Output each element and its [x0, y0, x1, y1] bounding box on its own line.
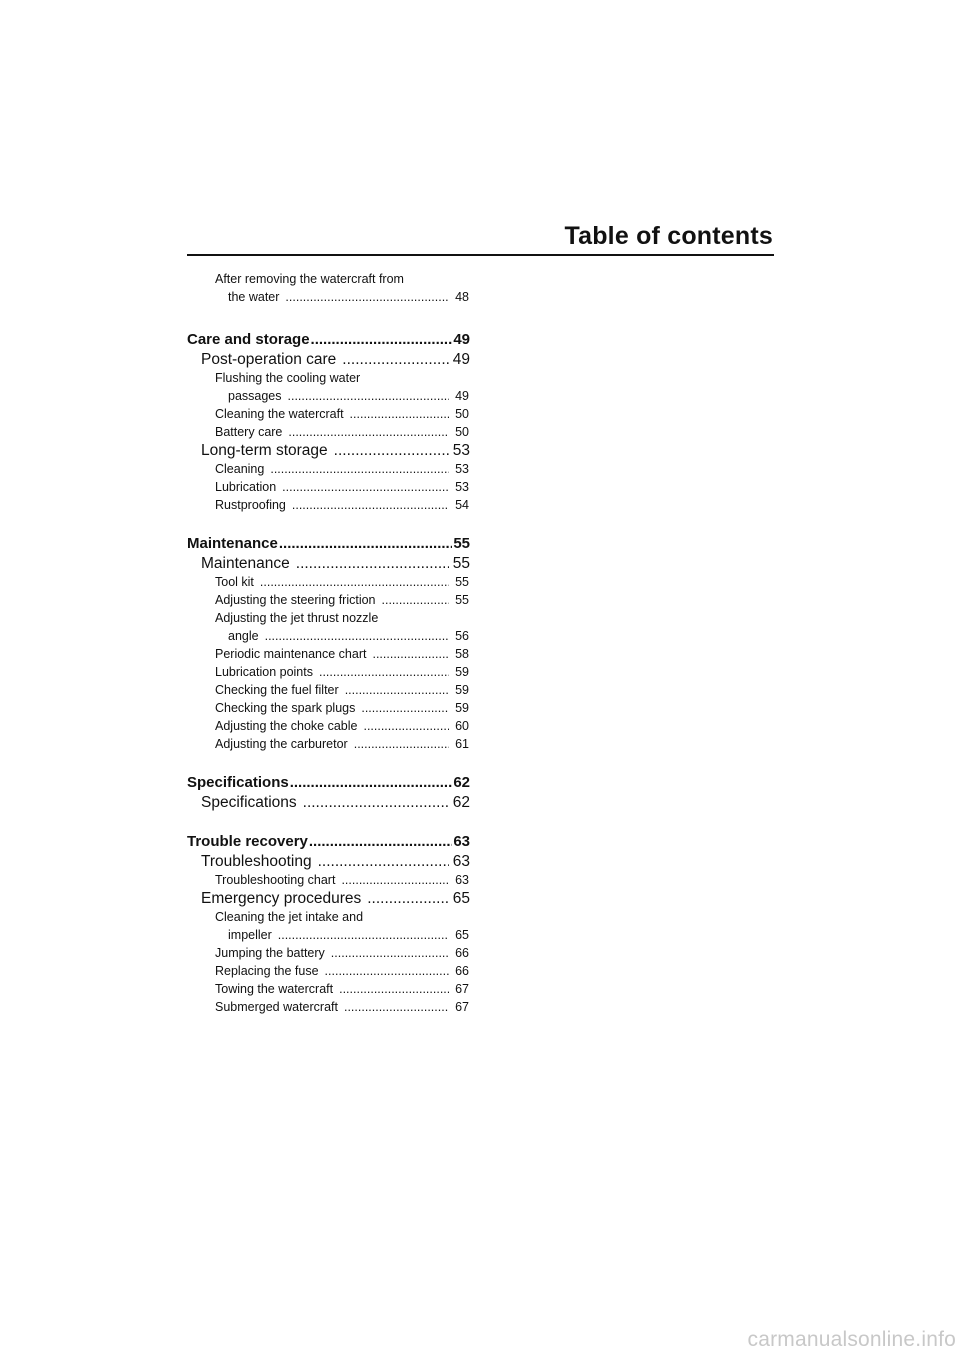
toc-entry-label: Flushing the cooling water [215, 371, 361, 385]
toc-entry-page: 50 [455, 407, 469, 421]
toc-entry-page: 59 [455, 701, 469, 715]
toc-entry-page: 50 [455, 425, 469, 439]
dot-leader [367, 889, 449, 908]
toc-entry-page: 66 [455, 946, 469, 960]
dot-leader [319, 663, 449, 681]
toc-entry-cleaning[interactable] [187, 460, 470, 478]
dot-leader [341, 871, 449, 889]
toc-entry-page: 59 [455, 665, 469, 679]
toc-chapter-page: 62 [453, 774, 470, 791]
toc-entry-label-cont: angle [228, 629, 259, 643]
toc-entry-jumping-battery[interactable] [187, 944, 470, 962]
toc-entry-label-cont: passages [228, 389, 282, 403]
toc-entry-label: Replacing the fuse [215, 964, 319, 978]
toc-entry-label: Towing the watercraft [215, 982, 334, 996]
toc-section-page: 62 [452, 794, 470, 811]
toc-entry-page: 53 [455, 462, 469, 476]
toc-chapter-title: Maintenance [187, 535, 278, 552]
toc-entry-choke-cable[interactable] [187, 717, 470, 735]
toc-entry-spark-plugs[interactable] [187, 699, 470, 717]
toc-chapter-care-and-storage[interactable] [187, 330, 470, 350]
toc-entry-submerged[interactable] [187, 998, 470, 1016]
toc-entry-jet-intake[interactable] [187, 908, 470, 944]
toc-chapter-page: 55 [453, 535, 470, 552]
dot-leader [265, 627, 450, 645]
toc-entry-towing[interactable] [187, 980, 470, 998]
toc-entry-page: 49 [455, 389, 469, 403]
dot-leader [345, 681, 449, 699]
dot-leader [354, 735, 449, 753]
toc-entry-page: 66 [455, 964, 469, 978]
table-of-contents [187, 270, 470, 1016]
dot-leader [331, 944, 449, 962]
dot-leader [296, 554, 449, 573]
toc-section-title: Maintenance [201, 555, 290, 572]
toc-entry-label: Checking the fuel filter [215, 683, 339, 697]
toc-entry-cleaning-watercraft[interactable] [187, 405, 470, 423]
toc-entry-label: Battery care [215, 425, 283, 439]
toc-entry-periodic-maintenance[interactable] [187, 645, 470, 663]
page-title: Table of contents [564, 222, 773, 250]
dot-leader [361, 699, 449, 717]
toc-section-title: Emergency procedures [201, 890, 362, 907]
toc-entry-label-cont: impeller [228, 928, 272, 942]
toc-section-long-term-storage[interactable] [187, 441, 470, 460]
dot-leader [318, 852, 449, 871]
toc-entry-page: 58 [455, 647, 469, 661]
header-rule [187, 254, 774, 256]
toc-entry-label: Checking the spark plugs [215, 701, 356, 715]
toc-entry-troubleshooting-chart[interactable] [187, 871, 470, 889]
dot-leader [270, 460, 449, 478]
toc-entry-lubrication[interactable] [187, 478, 470, 496]
toc-entry-label: Submerged watercraft [215, 1000, 338, 1014]
toc-chapter-title: Specifications [187, 774, 289, 791]
toc-entry-label: Adjusting the carburetor [215, 737, 348, 751]
toc-section-title: Post-operation care [201, 351, 337, 368]
toc-entry-page: 56 [455, 629, 469, 643]
dot-leader [288, 423, 449, 441]
toc-entry-label: Cleaning [215, 462, 265, 476]
toc-entry-label: Tool kit [215, 575, 254, 589]
toc-entry-lubrication-points[interactable] [187, 663, 470, 681]
dot-leader [344, 998, 449, 1016]
toc-section-page: 65 [452, 890, 470, 907]
toc-entry-tool-kit[interactable] [187, 573, 470, 591]
dot-leader [260, 573, 449, 591]
toc-entry-page: 67 [455, 982, 469, 996]
toc-entry-label: Adjusting the jet thrust nozzle [215, 611, 379, 625]
dot-leader [282, 478, 449, 496]
toc-section-specifications[interactable] [187, 793, 470, 812]
toc-section-title: Long-term storage [201, 442, 328, 459]
toc-entry-battery-care[interactable] [187, 423, 470, 441]
toc-section-page: 49 [452, 351, 470, 368]
toc-entry-page: 54 [455, 498, 469, 512]
dot-leader [278, 926, 449, 944]
toc-chapter-specifications[interactable] [187, 773, 470, 793]
toc-entry-page: 55 [455, 593, 469, 607]
toc-entry-label: Cleaning the watercraft [215, 407, 344, 421]
toc-section-page: 53 [452, 442, 470, 459]
toc-section-page: 63 [452, 853, 470, 870]
dot-leader [290, 773, 453, 793]
toc-chapter-page: 49 [453, 331, 470, 348]
dot-leader [285, 288, 449, 306]
toc-entry-label: Periodic maintenance chart [215, 647, 367, 661]
toc-entry-label: Lubrication [215, 480, 277, 494]
toc-entry-label: Cleaning the jet intake and [215, 910, 364, 924]
toc-entry-page: 53 [455, 480, 469, 494]
toc-entry-label: Lubrication points [215, 665, 313, 679]
toc-section-maintenance[interactable] [187, 554, 470, 573]
toc-section-title: Specifications [201, 794, 297, 811]
toc-entry-label: Adjusting the choke cable [215, 719, 358, 733]
toc-chapter-maintenance[interactable] [187, 534, 470, 554]
toc-entry-carburetor[interactable] [187, 735, 470, 753]
toc-entry-label: Adjusting the steering friction [215, 593, 376, 607]
toc-entry-page: 60 [455, 719, 469, 733]
toc-section-post-operation-care[interactable] [187, 350, 470, 369]
dot-leader [279, 534, 452, 554]
toc-entry-label: Troubleshooting chart [215, 873, 336, 887]
dot-leader [292, 496, 449, 514]
dot-leader [334, 441, 449, 460]
toc-section-title: Troubleshooting [201, 853, 312, 870]
dot-leader [325, 962, 450, 980]
toc-entry-jet-thrust-nozzle[interactable] [187, 609, 470, 645]
toc-entry-label: Jumping the battery [215, 946, 325, 960]
dot-leader [350, 405, 450, 423]
dot-leader [309, 832, 452, 852]
toc-entry-page: 61 [455, 737, 469, 751]
dot-leader [311, 330, 453, 350]
toc-entry-page: 65 [455, 928, 469, 942]
toc-section-troubleshooting[interactable] [187, 852, 470, 871]
watermark: carmanualsonline.info [747, 1328, 956, 1351]
toc-entry-fuel-filter[interactable] [187, 681, 470, 699]
dot-leader [342, 350, 448, 369]
toc-section-emergency-procedures[interactable] [187, 889, 470, 908]
toc-entry-rustproofing[interactable] [187, 496, 470, 514]
toc-entry-page: 59 [455, 683, 469, 697]
toc-entry-label: Rustproofing [215, 498, 286, 512]
toc-entry-steering-friction[interactable] [187, 591, 470, 609]
toc-entry-page: 48 [455, 290, 469, 304]
dot-leader [288, 387, 450, 405]
toc-chapter-trouble-recovery[interactable] [187, 832, 470, 852]
toc-chapter-page: 63 [453, 833, 470, 850]
toc-entry-label: After removing the watercraft from [215, 272, 404, 286]
dot-leader [372, 645, 449, 663]
toc-entry-label-cont: the water [228, 290, 280, 304]
toc-entry-after-removing[interactable] [187, 270, 470, 306]
toc-chapter-title: Trouble recovery [187, 833, 308, 850]
toc-section-page: 55 [452, 555, 470, 572]
toc-entry-flushing[interactable] [187, 369, 470, 405]
toc-entry-replacing-fuse[interactable] [187, 962, 470, 980]
toc-entry-page: 55 [455, 575, 469, 589]
toc-entry-page: 63 [455, 873, 469, 887]
dot-leader [382, 591, 450, 609]
dot-leader [363, 717, 449, 735]
dot-leader [339, 980, 449, 998]
dot-leader [303, 793, 449, 812]
toc-entry-page: 67 [455, 1000, 469, 1014]
toc-chapter-title: Care and storage [187, 331, 310, 348]
